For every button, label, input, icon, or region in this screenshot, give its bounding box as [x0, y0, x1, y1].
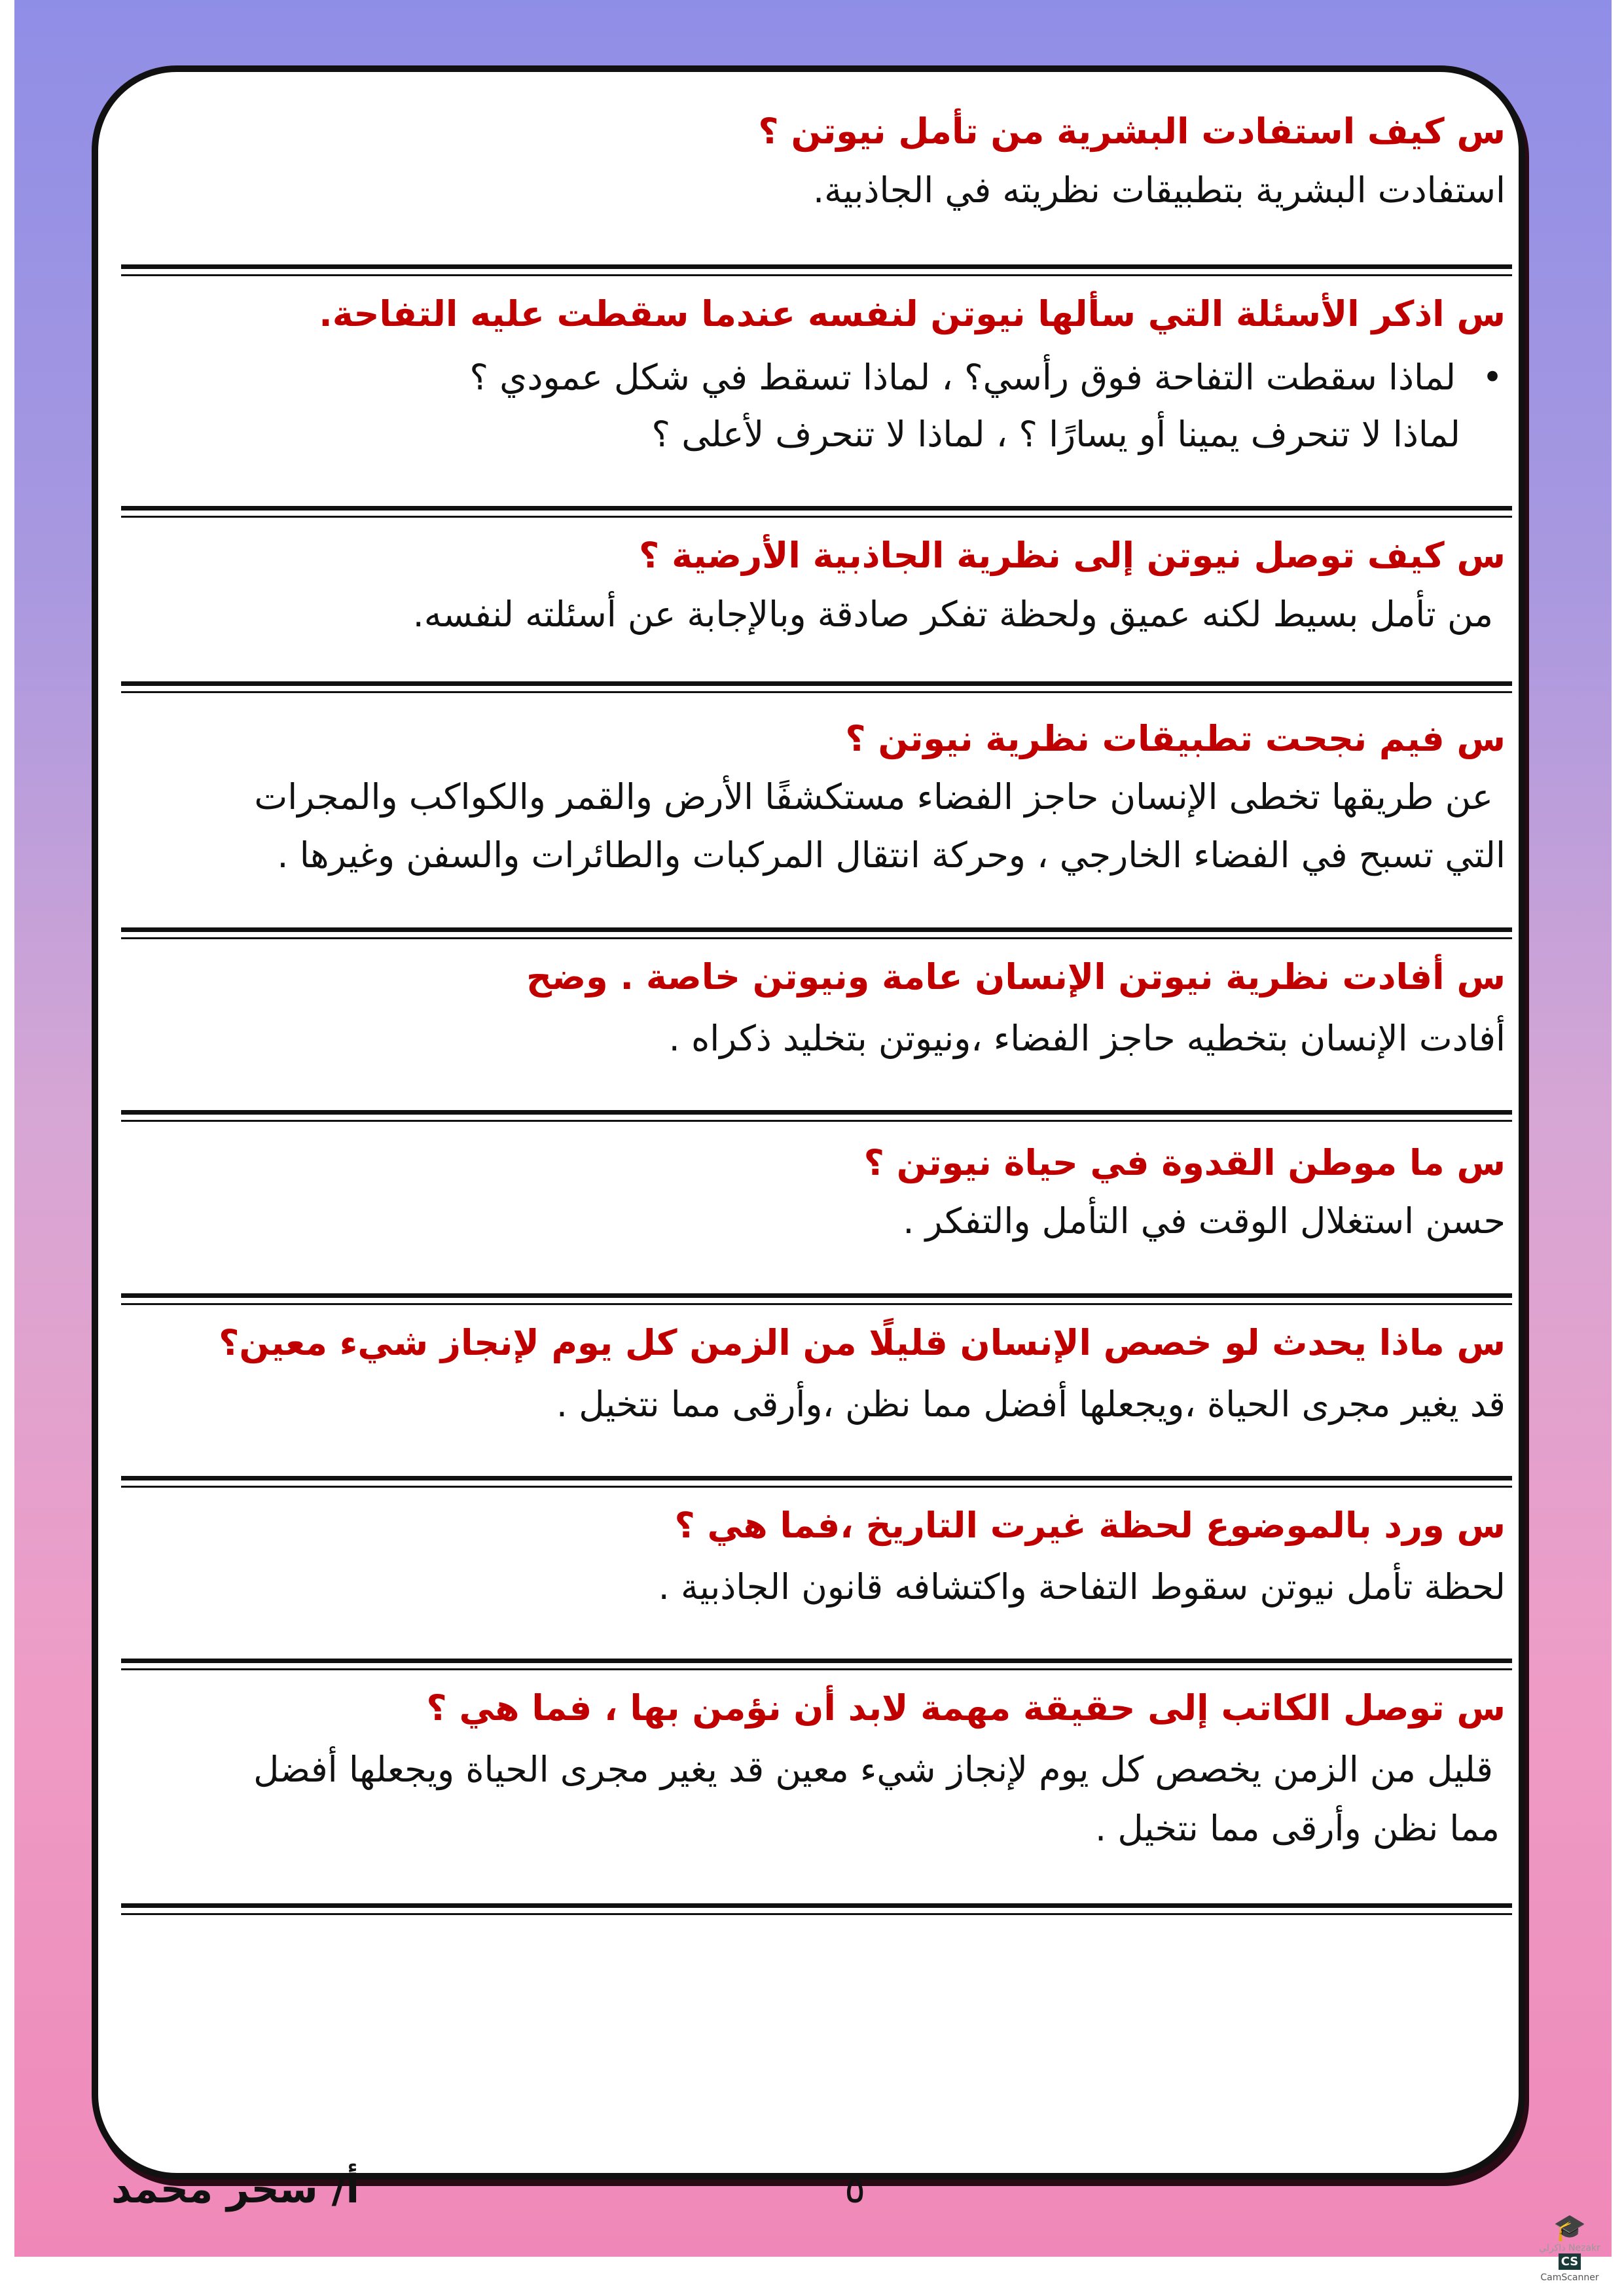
bullet-icon: • — [1482, 357, 1503, 398]
watermark-scanner: CamScanner — [1540, 2272, 1599, 2283]
answer-5: أفادت الإنسان بتخطيه حاجز الفضاء ،ونيوتن بتخليد ذكراه . — [668, 1018, 1506, 1059]
separator — [121, 927, 1512, 939]
watermark-site: ذاكرلي Nezakr — [1539, 2243, 1600, 2253]
answer-9-line-2: مما نظن وأرقى مما نتخيل . — [1095, 1808, 1500, 1849]
answer-7: قد يغير مجرى الحياة ،ويجعلها أفضل مما نظن ،وأرقى مما نتخيل . — [556, 1384, 1506, 1425]
separator — [121, 1903, 1512, 1915]
author-name: أ/ سحر محمد — [111, 2166, 360, 2212]
separator — [121, 1293, 1512, 1305]
separator — [121, 681, 1512, 693]
question-9: س توصل الكاتب إلى حقيقة مهمة لابد أن نؤمن بها ، فما هي ؟ — [426, 1687, 1506, 1729]
answer-2-line-1-wrap — [469, 348, 1503, 407]
separator — [121, 506, 1512, 518]
separator — [121, 1476, 1512, 1488]
question-4: س فيم نجحت تطبيقات نظرية نيوتن ؟ — [845, 718, 1506, 759]
question-8: س ورد بالموضوع لحظة غيرت التاريخ ،فما هي ؟ — [674, 1505, 1506, 1546]
answer-4-line-2: التي تسبح في الفضاء الخارجي ، وحركة انتقال المركبات والطائرات والسفن وغيرها . — [277, 834, 1506, 876]
watermark-logo — [1534, 2212, 1606, 2291]
question-6: س ما موطن القدوة في حياة نيوتن ؟ — [863, 1142, 1506, 1183]
separator — [121, 264, 1512, 276]
answer-6: حسن استغلال الوقت في التأمل والتفكر . — [903, 1200, 1506, 1242]
answer-3: من تأمل بسيط لكنه عميق ولحظة تفكر صادقة وبالإجابة عن أسئلته لنفسه. — [412, 594, 1493, 635]
answer-4-line-1: عن طريقها تخطى الإنسان حاجز الفضاء مستكشفًا الأرض والقمر والكواكب والمجرات — [254, 776, 1493, 817]
question-3: س كيف توصل نيوتن إلى نظرية الجاذبية الأرضية ؟ — [638, 535, 1506, 576]
question-5: س أفادت نظرية نيوتن الإنسان عامة ونيوتن خاصة . وضح — [526, 956, 1506, 997]
question-2: س اذكر الأسئلة التي سألها نيوتن لنفسه عندما سقطت عليه التفاحة. — [319, 293, 1506, 334]
separator — [121, 1110, 1512, 1122]
page-number: ٥ — [844, 2166, 866, 2212]
answer-2-line-1: لماذا سقطت التفاحة فوق رأسي؟ ، لماذا تسقط في شكل عمودي ؟ — [469, 357, 1456, 398]
answer-1: استفادت البشرية بتطبيقات نظريته في الجاذبية. — [812, 170, 1506, 211]
answer-2-line-2: لماذا لا تنحرف يمينا أو يسارًا ؟ ، لماذا لا تنحرف لأعلى ؟ — [651, 414, 1460, 455]
camscanner-icon: CS — [1559, 2253, 1581, 2270]
question-7: س ماذا يحدث لو خصص الإنسان قليلًا من الزمن كل يوم لإنجاز شيء معين؟ — [219, 1322, 1506, 1363]
answer-8: لحظة تأمل نيوتن سقوط التفاحة واكتشافه قانون الجاذبية . — [658, 1566, 1506, 1607]
separator — [121, 1659, 1512, 1670]
question-1: س كيف استفادت البشرية من تأمل نيوتن ؟ — [758, 111, 1506, 152]
graduation-cap-icon: 🎓 — [1553, 2213, 1586, 2243]
answer-9-line-1: قليل من الزمن يخصص كل يوم لإنجاز شيء معين قد يغير مجرى الحياة ويجعلها أفضل — [253, 1749, 1493, 1790]
